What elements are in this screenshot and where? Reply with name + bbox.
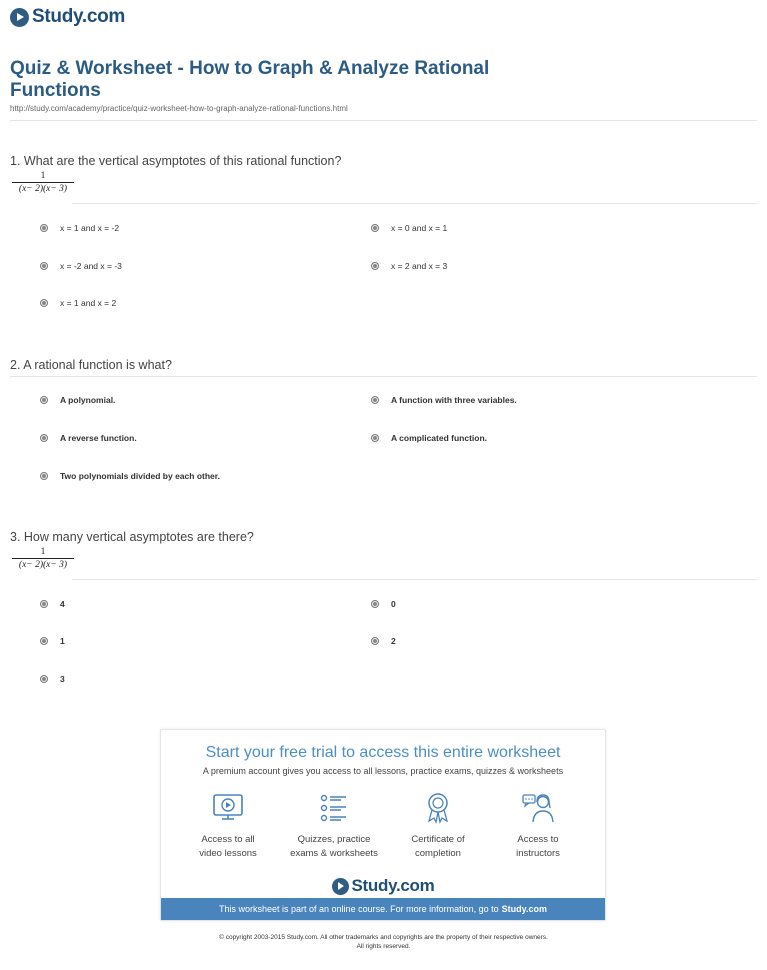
promo-study-logo[interactable]: [161, 876, 605, 896]
question-1: 1. What are the vertical asymptotes of this rational function?: [10, 154, 342, 168]
option-label: 2: [391, 636, 396, 646]
answer-option[interactable]: [40, 298, 116, 308]
divider: [72, 579, 757, 580]
fraction-numerator: 1: [12, 171, 74, 183]
study-logo[interactable]: [10, 6, 125, 28]
promo-info-bar: [161, 898, 605, 920]
option-label: x = 1 and x = -2: [60, 223, 120, 233]
option-label: 3: [60, 674, 65, 684]
option-label: x = 0 and x = 1: [391, 223, 448, 233]
divider: [10, 120, 757, 121]
answer-option[interactable]: [371, 223, 447, 233]
radio-button[interactable]: [371, 600, 379, 608]
play-logo-icon: [332, 878, 349, 895]
option-label: A function with three variables.: [391, 395, 517, 405]
feature-certificate: [383, 792, 493, 861]
logo-text: Study.com: [32, 6, 126, 27]
copyright-line-1: © copyright 2003-2015 Study.com. All other trademarks and copyrights are the property of their respective owners.: [219, 934, 548, 941]
feature-instructors: [483, 792, 593, 861]
answer-option[interactable]: [40, 471, 220, 481]
question-2: 2. A rational function is what?: [10, 358, 172, 372]
option-label: x = 2 and x = 3: [391, 261, 448, 271]
title-line-2: Functions: [10, 80, 101, 101]
radio-button[interactable]: [40, 600, 48, 608]
feature-label: Certificate of completion: [411, 834, 465, 859]
answer-option[interactable]: [371, 636, 396, 646]
radio-button[interactable]: [40, 396, 48, 404]
option-label: x = -2 and x = -3: [60, 261, 122, 271]
radio-button[interactable]: [371, 396, 379, 404]
feature-label: Quizzes, practice exams & worksheets: [290, 834, 378, 859]
logo-text: Study.com: [351, 876, 435, 895]
radio-button[interactable]: [40, 434, 48, 442]
page-title: [10, 58, 570, 102]
answer-option[interactable]: [371, 261, 447, 271]
answer-option[interactable]: [371, 395, 517, 405]
radio-button[interactable]: [40, 472, 48, 480]
answer-option[interactable]: [40, 223, 119, 233]
radio-button[interactable]: [40, 675, 48, 683]
divider: [10, 376, 757, 377]
copyright-footer: [0, 933, 767, 951]
fraction-q3: [12, 547, 74, 570]
option-label: Two polynomials divided by each other.: [60, 471, 220, 481]
answer-option[interactable]: [40, 674, 65, 684]
answer-option[interactable]: [40, 395, 115, 405]
option-label: 1: [60, 636, 65, 646]
radio-button[interactable]: [40, 262, 48, 270]
option-label: x = 1 and x = 2: [60, 298, 117, 308]
fraction-denominator: (x− 2)(x− 3): [18, 184, 68, 194]
fraction-denominator: (x− 2)(x− 3): [18, 560, 68, 570]
title-line-1: Quiz & Worksheet - How to Graph & Analyze Rational: [10, 58, 490, 79]
answer-option[interactable]: [40, 261, 122, 271]
feature-label: Access to all video lessons: [199, 834, 257, 859]
answer-option[interactable]: [371, 433, 487, 443]
question-3: 3. How many vertical asymptotes are there?: [10, 530, 254, 544]
radio-button[interactable]: [40, 224, 48, 232]
option-label: A reverse function.: [60, 433, 137, 443]
promo-bar-link[interactable]: Study.com: [501, 904, 547, 914]
divider: [72, 203, 757, 204]
promo-bar-text: This worksheet is part of an online course. For more information, go to: [219, 904, 499, 914]
promo-subheading: A premium account gives you access to all lessons, practice exams, quizzes & worksheets: [202, 766, 564, 776]
video-lessons-icon: [211, 792, 245, 824]
option-label: 4: [60, 599, 65, 609]
fraction-numerator: 1: [12, 547, 74, 559]
answer-option[interactable]: [40, 433, 137, 443]
radio-button[interactable]: [371, 434, 379, 442]
feature-video-lessons: [173, 792, 283, 861]
play-logo-icon: [10, 8, 29, 27]
feature-label: Access to instructors: [516, 834, 560, 859]
answer-option[interactable]: [371, 599, 396, 609]
radio-button[interactable]: [371, 224, 379, 232]
page-url: http://study.com/academy/practice/quiz-worksheet-how-to-graph-analyze-rational-functions.html: [10, 104, 348, 113]
free-trial-promo: [160, 729, 606, 921]
radio-button[interactable]: [40, 637, 48, 645]
option-label: 0: [391, 599, 396, 609]
option-label: A polynomial.: [60, 395, 116, 405]
answer-option[interactable]: [40, 599, 65, 609]
certificate-icon: [421, 792, 455, 824]
radio-button[interactable]: [40, 299, 48, 307]
fraction-q1: [12, 171, 74, 194]
instructors-icon: [521, 792, 555, 824]
radio-button[interactable]: [371, 637, 379, 645]
quiz-list-icon: [317, 792, 351, 824]
promo-heading[interactable]: Start your free trial to access this entire worksheet: [205, 744, 561, 761]
option-label: A complicated function.: [391, 433, 488, 443]
radio-button[interactable]: [371, 262, 379, 270]
answer-option[interactable]: [40, 636, 65, 646]
feature-quizzes: [279, 792, 389, 861]
copyright-line-2: All rights reserved.: [356, 943, 411, 950]
